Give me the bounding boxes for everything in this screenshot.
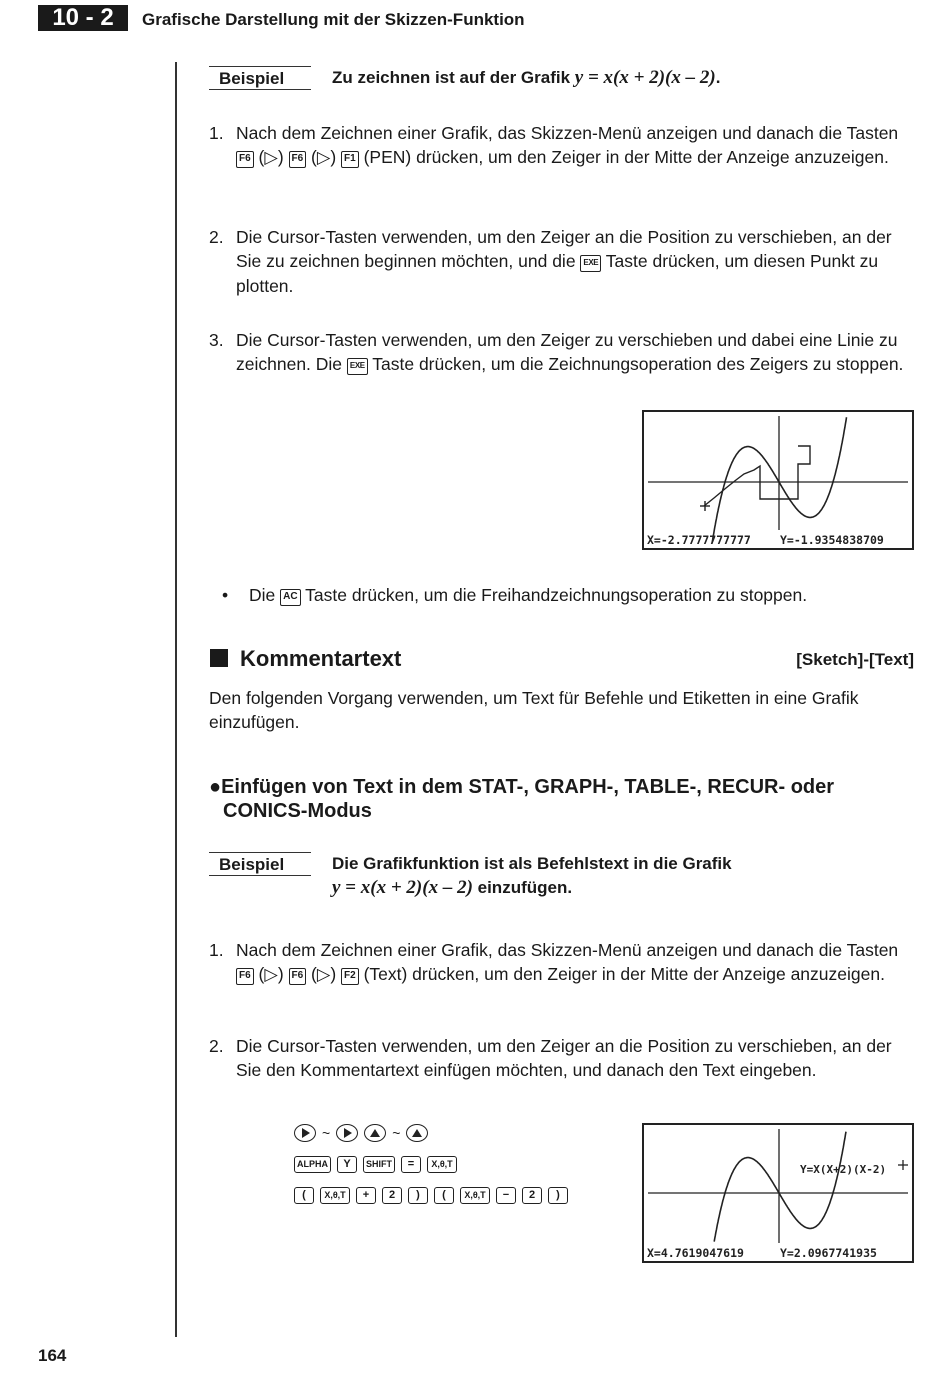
step-text-run: Die Cursor-Tasten verwenden, um den Zeiger zu verschieben und dabei eine Linie zu zeichnen. Die	[236, 330, 898, 375]
step-text-run: Taste drücken, um die Freihandzeichnungsoperation zu stoppen.	[300, 585, 808, 605]
example-formula: y = x(x + 2)(x – 2)	[574, 67, 716, 88]
subsection-line2: CONICS-Modus	[223, 800, 372, 822]
subsection-heading	[209, 775, 909, 823]
step-text-run: (▷)	[253, 964, 289, 985]
section-heading-text: Kommentartext	[240, 646, 402, 671]
step-text	[236, 1034, 909, 1083]
step-text-run: Die Cursor-Tasten verwenden, um den Zeiger an die Position zu verschieben, an der Sie zu zeichnen beginnen möchten, und die	[236, 227, 892, 272]
step-number: 3.	[209, 330, 224, 350]
step-text-run: Taste drücken, um diesen Punkt zu plotten.	[236, 251, 879, 296]
step-1	[209, 121, 909, 170]
key-f1-icon: F1	[341, 151, 359, 168]
step-number: 1.	[209, 940, 224, 960]
key-ac-icon: AC	[280, 589, 300, 606]
key-f6-icon: F6	[289, 151, 307, 168]
example2-formula: y = x(x + 2)(x – 2)	[332, 877, 473, 898]
step-text-run: (▷)	[253, 147, 289, 168]
step-text-run: (▷)	[306, 964, 342, 985]
subsection-bullet: ●	[209, 776, 222, 798]
right-arrow-key-icon	[336, 1124, 358, 1142]
calc-key: X,θ,T	[320, 1187, 350, 1204]
step2-2	[209, 1034, 909, 1083]
calc-key: +	[356, 1187, 376, 1204]
key-f6-icon: F6	[289, 968, 307, 985]
key-sequence	[294, 1122, 568, 1206]
range-tilde: ~	[392, 1125, 401, 1141]
step2-1	[209, 938, 909, 987]
calc-key: 2	[382, 1187, 402, 1204]
menu-path: [Sketch]-[Text]	[796, 650, 914, 669]
example-label: Beispiel	[209, 66, 311, 90]
y-readout-2: Y=2.0967741935	[780, 1246, 877, 1260]
calc-key: )	[408, 1187, 428, 1204]
calc-key: ALPHA	[294, 1156, 331, 1173]
step-text-run: (PEN) drücken, um den Zeiger in der Mitte der Anzeige anzuzeigen.	[358, 147, 889, 168]
section-square-icon	[210, 649, 228, 667]
margin-rule	[175, 62, 177, 1337]
step-text-run: Nach dem Zeichnen einer Grafik, das Skizzen-Menü anzeigen und danach die Tasten	[236, 123, 899, 143]
key-sequence-row-3	[294, 1184, 568, 1206]
key-exe-icon: EXE	[347, 358, 368, 375]
step-number: •	[222, 585, 229, 605]
calc-key: =	[401, 1156, 421, 1173]
calculator-screen-text	[642, 1123, 914, 1263]
x-readout-2: X=4.7619047619	[647, 1246, 744, 1260]
step-3	[209, 328, 909, 377]
sketch-graph-text	[644, 1125, 912, 1261]
step-text-run: (▷)	[306, 147, 342, 168]
calc-key: 2	[522, 1187, 542, 1204]
step-text-run: Taste drücken, um die Zeichnungsoperation des Zeigers zu stoppen.	[367, 354, 904, 375]
calc-key: (	[434, 1187, 454, 1204]
key-exe-icon: EXE	[580, 255, 601, 272]
calculator-screen-pen	[642, 410, 914, 550]
step-text	[236, 328, 909, 377]
step-text-run: Die Cursor-Tasten verwenden, um den Zeiger an die Position zu verschieben, an der Sie den Kommentartext einfügen möchten, und danach den Text eingeben.	[236, 1036, 892, 1081]
example2-label: Beispiel	[209, 852, 311, 876]
step-number: 2.	[209, 1036, 224, 1056]
example2-text	[332, 852, 892, 900]
step-text	[236, 225, 909, 298]
step-2	[209, 225, 909, 298]
step-number: 2.	[209, 227, 224, 247]
section-title: Grafische Darstellung mit der Skizzen-Funktion	[142, 10, 525, 29]
step-number: 1.	[209, 123, 224, 143]
key-f6-icon: F6	[236, 151, 254, 168]
example-text-suffix: .	[715, 68, 721, 87]
calc-key: Y	[337, 1156, 357, 1173]
step-text-run: (Text) drücken, um den Zeiger in der Mitte der Anzeige anzuzeigen.	[358, 964, 885, 985]
key-sequence-row-2	[294, 1153, 568, 1175]
up-arrow-key-icon	[364, 1124, 386, 1142]
step-text	[236, 121, 909, 170]
graph-annotation-text: Y=X(X+2)(X-2)	[800, 1163, 887, 1176]
example-text-prefix: Zu zeichnen ist auf der Grafik	[332, 68, 575, 87]
calc-key: X,θ,T	[460, 1187, 490, 1204]
calc-key: (	[294, 1187, 314, 1204]
sketch-graph-pen	[644, 412, 912, 548]
example-text	[332, 66, 720, 90]
right-arrow-key-icon	[294, 1124, 316, 1142]
y-readout: Y=-1.9354838709	[780, 533, 884, 547]
calc-key: )	[548, 1187, 568, 1204]
step-text-run: Nach dem Zeichnen einer Grafik, das Skizzen-Menü anzeigen und danach die Tasten	[236, 940, 899, 960]
example2-line1: Die Grafikfunktion ist als Befehlstext in die Grafik	[332, 854, 732, 873]
key-f6-icon: F6	[236, 968, 254, 985]
key-f2-icon: F2	[341, 968, 359, 985]
calc-key: SHIFT	[363, 1156, 395, 1173]
x-readout: X=-2.7777777777	[647, 533, 751, 547]
range-tilde: ~	[322, 1125, 331, 1141]
section-number-badge: 10 - 2	[38, 5, 128, 31]
section-intro: Den folgenden Vorgang verwenden, um Text für Befehle und Etiketten in eine Grafik einzufügen.	[209, 688, 859, 733]
step-text	[249, 583, 902, 607]
key-sequence-row-1	[294, 1122, 568, 1144]
page-number: 164	[38, 1346, 67, 1365]
calc-key: X,θ,T	[427, 1156, 457, 1173]
bullet-ac	[222, 583, 902, 607]
calc-key: −	[496, 1187, 516, 1204]
up-arrow-key-icon	[406, 1124, 428, 1142]
example2-line2-suffix: einzufügen.	[472, 878, 573, 897]
subsection-line1: Einfügen von Text in dem STAT-, GRAPH-, TABLE-, RECUR- oder	[221, 776, 835, 798]
section-heading	[210, 646, 401, 672]
step-text-run: Die	[249, 585, 281, 605]
step-text	[236, 938, 909, 987]
